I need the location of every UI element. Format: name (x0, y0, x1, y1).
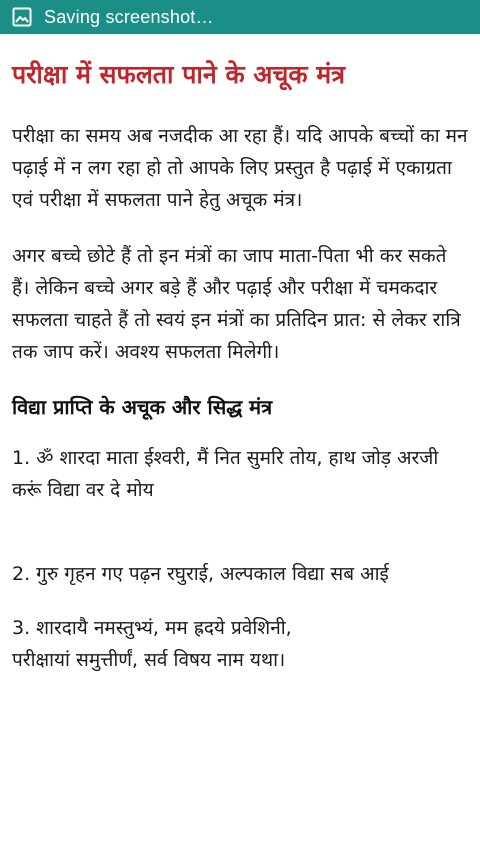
image-icon (12, 7, 32, 27)
mantra-item-2: 2. गुरु गृहन गए पढ़न रघुराई, अल्पकाल विद्या सब आई (12, 563, 389, 585)
mantra-item-3 (12, 612, 468, 676)
mantra-item-1: 1. ॐ शारदा माता ईश्वरी, मैं नित सुमरि तोय, हाथ जोड़ अरजी करूं विद्या वर दे मोय (12, 447, 439, 501)
instruction-paragraph: अगर बच्चे छोटे हैं तो इन मंत्रों का जाप माता-पिता भी कर सकते हैं। लेकिन बच्चे अगर बड़े हैं और पढ़ाई और परीक्षा में चमकदार सफलता चाहते हैं तो स्वयं इन मंत्रों का प्रतिदिन प्रात: से लेकर रात्रि तक जाप करें। अवश्य सफलता मिलेगी। (12, 245, 461, 363)
mantra-item-3-line-1: 3. शारदायै नमस्तुभ्यं, मम ह्रदये प्रवेशिनी, (12, 617, 292, 639)
mantra-section-heading: विद्या प्राप्ति के अचूक और सिद्ध मंत्र (12, 395, 273, 419)
mantra-item-3-line-2: परीक्षायां समुत्तीर्णं, सर्व विषय नाम यथा। (12, 649, 286, 671)
intro-paragraph: परीक्षा का समय अब नजदीक आ रहा हैं। यदि आपके बच्चों का मन पढ़ाई में न लग रहा हो तो आपके लिए प्रस्तुत है पढ़ाई में एकाग्रता एवं परीक्षा में सफलता पाने हेतु अचूक मंत्र। (12, 125, 468, 211)
article-content[interactable] (0, 34, 480, 854)
status-bar (0, 0, 480, 34)
article-title: परीक्षा में सफलता पाने के अचूक मंत्र (12, 60, 345, 89)
status-notification-text: Saving screenshot… (44, 6, 214, 27)
